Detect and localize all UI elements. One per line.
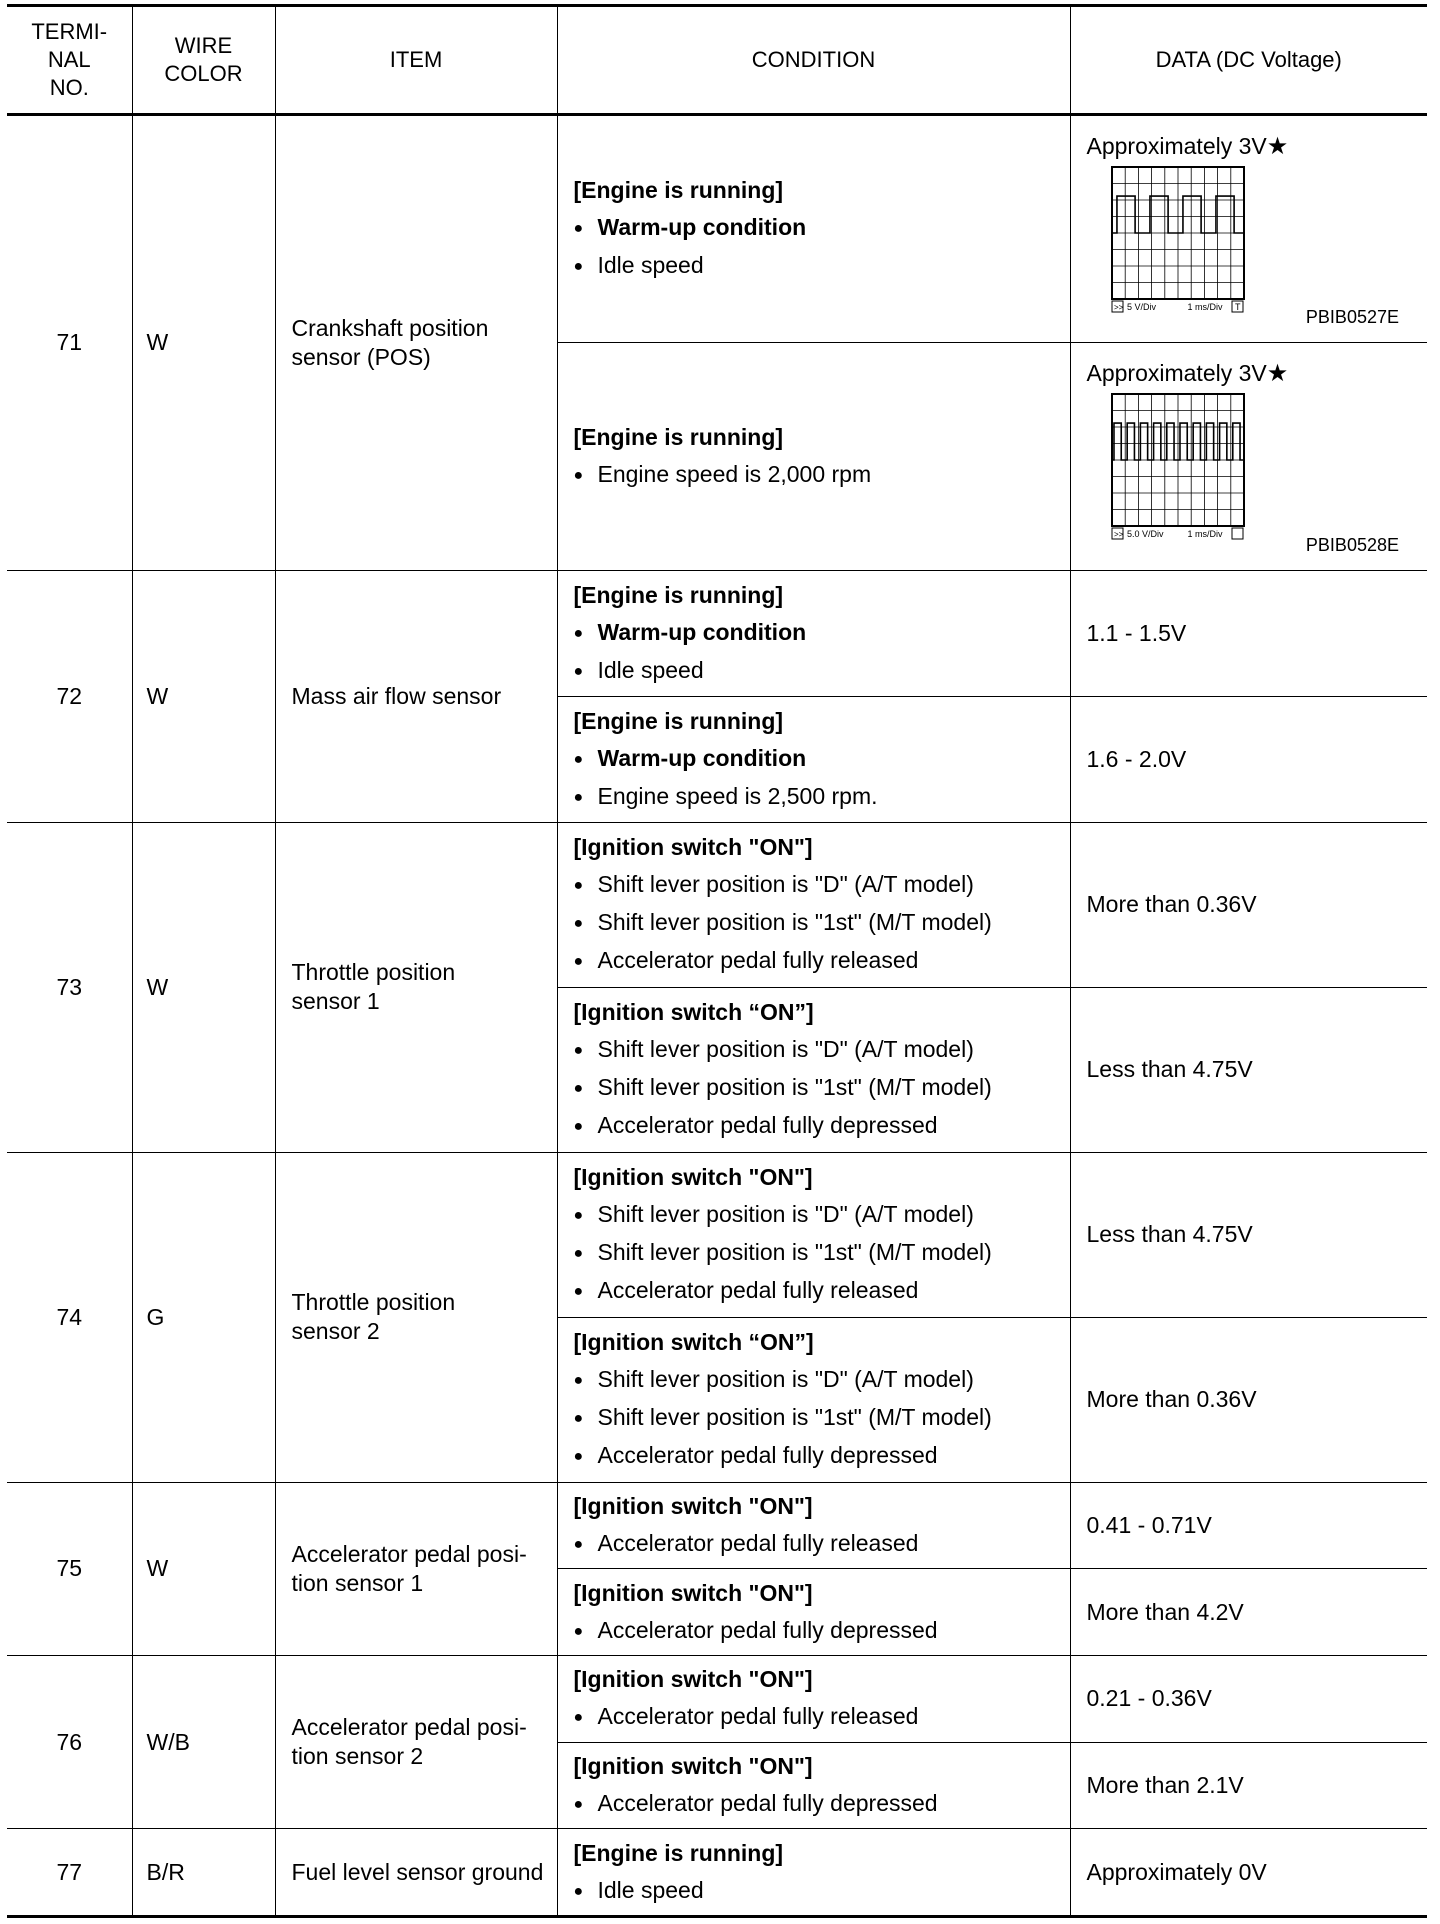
wire-color: W xyxy=(132,115,275,571)
figure-code: PBIB0528E xyxy=(1305,534,1399,555)
voltage-value: More than 0.36V xyxy=(1086,1386,1257,1413)
oscilloscope-waveform xyxy=(1111,166,1245,316)
voltage-value: More than 0.36V xyxy=(1086,891,1257,918)
wire-color: W/B xyxy=(132,1655,275,1828)
condition-cell xyxy=(557,342,1070,570)
condition-bullet: ● Idle speed xyxy=(574,1872,1054,1910)
condition-bullet: ● Shift lever position is "1st" (M/T model) xyxy=(574,1234,1054,1272)
item-name: Accelerator pedal posi- tion sensor 1 xyxy=(275,1482,557,1655)
condition-bullet: ● Shift lever position is "1st" (M/T model) xyxy=(574,1399,1054,1437)
voltage-value: 1.1 - 1.5V xyxy=(1086,619,1187,646)
data-voltage-cell xyxy=(1070,1829,1427,1917)
terminal-number: 77 xyxy=(7,1829,132,1917)
terminal-number: 71 xyxy=(7,115,132,571)
condition-heading: [Ignition switch "ON"] xyxy=(573,1493,813,1519)
header-data: DATA (DC Voltage) xyxy=(1070,6,1427,115)
condition-bullet: ● Idle speed xyxy=(574,652,1054,690)
condition-bullet: ● Shift lever position is "1st" (M/T model) xyxy=(574,1069,1054,1107)
voltage-value: 1.6 - 2.0V xyxy=(1086,745,1187,772)
voltage-value: Approximately 0V xyxy=(1086,1858,1267,1885)
condition-bullet: ● Shift lever position is "D" (A/T model) xyxy=(574,1361,1054,1399)
data-voltage-cell xyxy=(1070,1569,1427,1656)
condition-cell xyxy=(557,570,1070,696)
scope-trigger-label: T xyxy=(1234,302,1240,312)
data-voltage-cell xyxy=(1070,570,1427,696)
condition-heading: [Engine is running] xyxy=(573,177,784,204)
voltage-value: Less than 4.75V xyxy=(1086,1056,1253,1083)
condition-bullet: ● Accelerator pedal fully released xyxy=(574,1525,1054,1563)
voltage-value: More than 2.1V xyxy=(1086,1771,1244,1798)
scope-volts-per-div: 5.0 V/Div xyxy=(1126,528,1164,539)
item-name: Mass air flow sensor xyxy=(275,570,557,822)
condition-cell xyxy=(557,1317,1070,1482)
header-item: ITEM xyxy=(275,6,557,115)
scope-time-per-div: 1 ms/Div xyxy=(1187,302,1223,312)
condition-heading: [Ignition switch "ON"] xyxy=(573,1752,813,1779)
wire-color: W xyxy=(132,1482,275,1655)
wire-color: B/R xyxy=(132,1829,275,1917)
table-body xyxy=(7,115,1427,1917)
wire-color: W xyxy=(132,570,275,822)
voltage-value: Approximately 3V★ xyxy=(1086,133,1289,160)
item-name: Accelerator pedal posi- tion sensor 2 xyxy=(275,1655,557,1828)
scope-channel-glyph: >> xyxy=(1113,529,1123,539)
header-condition: CONDITION xyxy=(557,6,1070,115)
condition-heading: [Ignition switch “ON”] xyxy=(573,999,814,1026)
data-voltage-cell xyxy=(1070,342,1427,570)
scope-channel-glyph: >> xyxy=(1113,303,1123,312)
header-row xyxy=(7,6,1427,115)
data-voltage-cell xyxy=(1070,1742,1427,1829)
condition-cell xyxy=(557,1742,1070,1829)
condition-heading: [Ignition switch “ON”] xyxy=(573,1329,814,1356)
condition-bullet: ● Accelerator pedal fully depressed xyxy=(574,1437,1054,1475)
table-row xyxy=(7,1829,1427,1917)
condition-bullet: ● Accelerator pedal fully depressed xyxy=(574,1107,1054,1145)
terminal-number: 72 xyxy=(7,570,132,822)
terminal-number: 75 xyxy=(7,1482,132,1655)
condition-bullet: ● Engine speed is 2,500 rpm. xyxy=(574,778,1054,816)
star-icon: ★ xyxy=(1266,133,1289,160)
item-name: Throttle position sensor 2 xyxy=(275,1152,557,1482)
data-voltage-cell xyxy=(1070,987,1427,1152)
voltage-value: More than 4.2V xyxy=(1086,1598,1244,1625)
condition-heading: [Engine is running] xyxy=(573,581,784,608)
header-wire-color: WIRE COLOR xyxy=(132,6,275,115)
item-name: Throttle position sensor 1 xyxy=(275,822,557,1152)
data-voltage-cell xyxy=(1070,822,1427,987)
data-voltage-cell xyxy=(1070,1482,1427,1569)
star-icon: ★ xyxy=(1266,359,1289,387)
table-row xyxy=(7,1482,1427,1569)
voltage-value: Less than 4.75V xyxy=(1086,1221,1253,1248)
condition-cell xyxy=(557,1569,1070,1656)
data-voltage-cell xyxy=(1070,1317,1427,1482)
condition-heading: [Engine is running] xyxy=(573,707,784,734)
condition-cell xyxy=(557,1152,1070,1317)
condition-heading: [Ignition switch "ON"] xyxy=(573,834,813,861)
condition-cell xyxy=(557,1655,1070,1742)
data-voltage-cell xyxy=(1070,1655,1427,1742)
scope-time-per-div: 1 ms/Div xyxy=(1187,528,1223,539)
wire-color: G xyxy=(132,1152,275,1482)
voltage-value: 0.41 - 0.71V xyxy=(1086,1512,1212,1538)
condition-heading: [Ignition switch "ON"] xyxy=(573,1666,813,1693)
voltage-value: 0.21 - 0.36V xyxy=(1086,1685,1212,1712)
ecm-terminal-table xyxy=(7,4,1427,1918)
terminal-number: 76 xyxy=(7,1655,132,1828)
condition-bullet: ● Accelerator pedal fully released xyxy=(574,1698,1054,1736)
condition-bullet: ● Shift lever position is "D" (A/T model) xyxy=(574,1196,1054,1234)
condition-bullet: ● Shift lever position is "D" (A/T model) xyxy=(574,866,1054,904)
condition-bullet: ● Shift lever position is "D" (A/T model) xyxy=(574,1031,1054,1069)
condition-bullet: ● Warm-up condition xyxy=(574,209,1054,247)
table-row xyxy=(7,115,1427,343)
table-row xyxy=(7,822,1427,987)
terminal-number: 74 xyxy=(7,1152,132,1482)
voltage-value: Approximately 3V★ xyxy=(1086,359,1289,387)
condition-cell xyxy=(557,987,1070,1152)
condition-cell xyxy=(557,1482,1070,1569)
condition-cell xyxy=(557,115,1070,343)
item-name: Crankshaft position sensor (POS) xyxy=(275,115,557,571)
condition-cell xyxy=(557,696,1070,822)
item-name: Fuel level sensor ground xyxy=(275,1829,557,1917)
table-row xyxy=(7,1152,1427,1317)
figure-code: PBIB0527E xyxy=(1305,306,1399,327)
condition-heading: [Engine is running] xyxy=(573,423,784,450)
wire-color: W xyxy=(132,822,275,1152)
terminal-number: 73 xyxy=(7,822,132,1152)
condition-bullet: ● Accelerator pedal fully released xyxy=(574,942,1054,980)
condition-heading: [Engine is running] xyxy=(573,1839,784,1866)
condition-bullet: ● Idle speed xyxy=(574,247,1054,285)
condition-bullet: ● Accelerator pedal fully depressed xyxy=(574,1612,1054,1650)
condition-heading: [Ignition switch "ON"] xyxy=(573,1579,813,1606)
data-voltage-cell xyxy=(1070,696,1427,822)
data-voltage-cell xyxy=(1070,115,1427,343)
condition-cell xyxy=(557,1829,1070,1917)
condition-bullet: ● Engine speed is 2,000 rpm xyxy=(574,456,1054,494)
table-row xyxy=(7,1655,1427,1742)
scope-trigger-box xyxy=(1232,528,1243,539)
condition-bullet: ● Warm-up condition xyxy=(574,614,1054,652)
condition-bullet: ● Warm-up condition xyxy=(574,740,1054,778)
scope-volts-per-div: 5 V/Div xyxy=(1126,302,1156,312)
condition-bullet: ● Accelerator pedal fully depressed xyxy=(574,1785,1054,1823)
condition-bullet: ● Accelerator pedal fully released xyxy=(574,1272,1054,1310)
condition-heading: [Ignition switch "ON"] xyxy=(573,1164,813,1191)
header-terminal: TERMI- NAL NO. xyxy=(7,6,132,115)
oscilloscope-waveform xyxy=(1111,393,1245,543)
condition-bullet: ● Shift lever position is "1st" (M/T model) xyxy=(574,904,1054,942)
table-row xyxy=(7,570,1427,696)
condition-cell xyxy=(557,822,1070,987)
data-voltage-cell xyxy=(1070,1152,1427,1317)
